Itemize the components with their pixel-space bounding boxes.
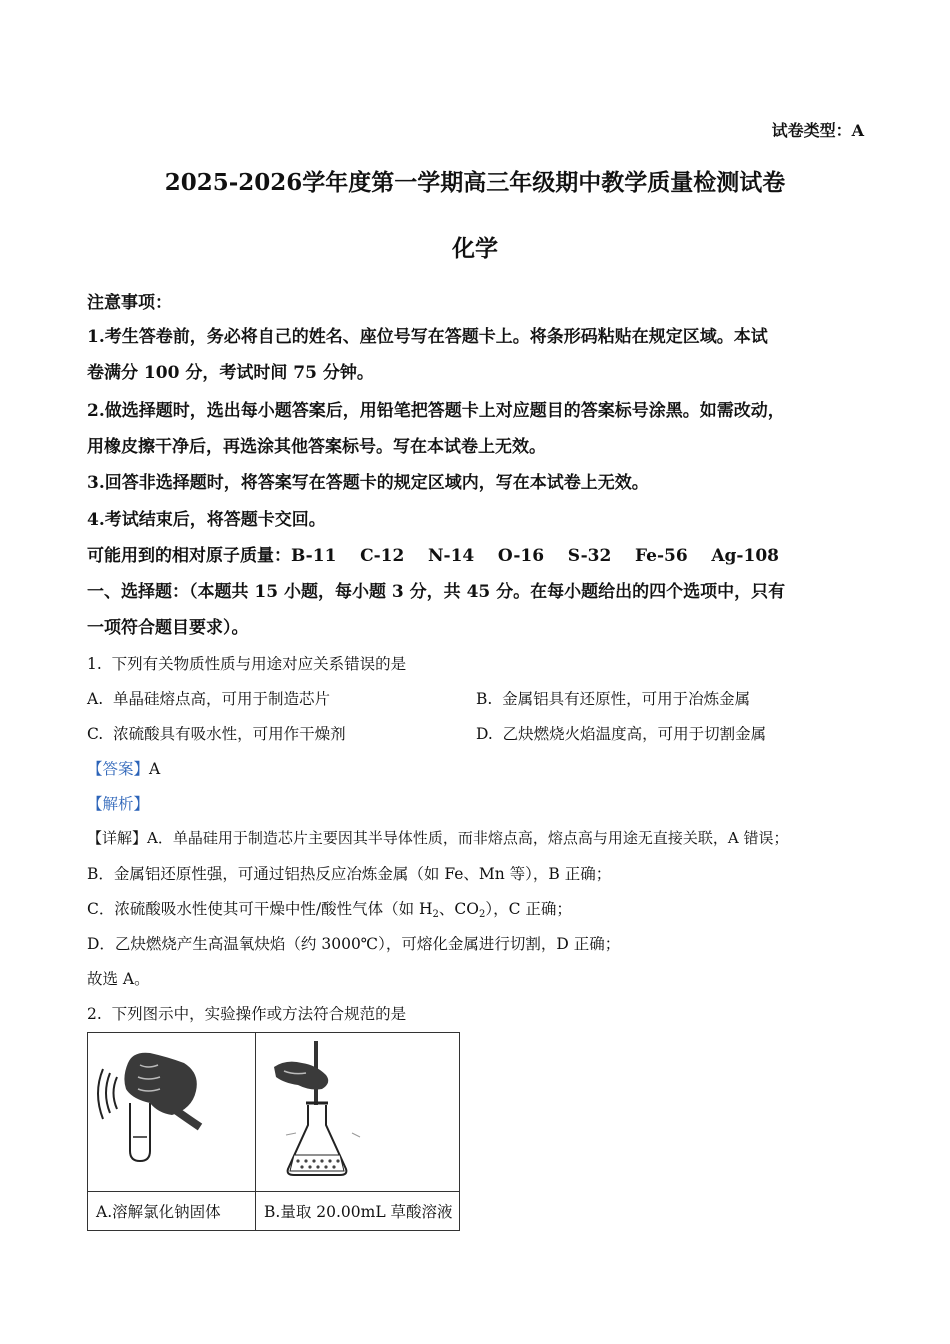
detail-line [87, 897, 572, 920]
detail-line: D．乙炔燃烧产生高温氧炔焰（约 3000℃），可熔化金属进行切割，D 正确； [87, 935, 621, 953]
detail-text: 、CO [438, 900, 479, 918]
figure-cell-b [256, 1033, 460, 1192]
hand-shaking-test-tube-icon [88, 1033, 255, 1187]
notice-line: 卷满分 100 分，考试时间 75 分钟。 [87, 363, 374, 383]
answer-tag: 【答案】 [87, 760, 150, 778]
detail-text: ），C 正确； [485, 900, 572, 918]
subscript: 2 [432, 909, 439, 920]
answer-value: A [149, 760, 161, 778]
paper-type: 试卷类型：A [771, 121, 864, 140]
notice-line: 3.回答非选择题时，将答案写在答题卡的规定区域内，写在本试卷上无效。 [87, 473, 649, 493]
atomic-masses: 可能用到的相对原子质量：B-11 C-12 N-14 O-16 S-32 Fe-56 Ag-108 [87, 546, 779, 566]
analysis-tag: 【解析】 [87, 795, 150, 813]
notice-line: 2.做选择题时，选出每小题答案后，用铅笔把答题卡上对应题目的答案标号涂黑。如需改动， [87, 401, 785, 421]
figure-cell-a [88, 1033, 256, 1192]
detail-text: C．浓硫酸吸水性使其可干燥中性/酸性气体（如 H [87, 900, 433, 918]
option-b: B. 金属铝具有还原性，可用于冶炼金属 [476, 690, 751, 708]
notice-line: 1.考生答卷前，务必将自己的姓名、座位号写在答题卡上。将条形码粘贴在规定区域。本试 [87, 327, 768, 347]
option-d: D. 乙炔燃烧火焰温度高，可用于切割金属 [476, 725, 767, 743]
detail-line: B．金属铝还原性强，可通过铝热反应冶炼金属（如 Fe、Mn 等），B 正确； [87, 865, 612, 883]
subject-title: 化学 [452, 235, 498, 262]
figure-caption-a: A.溶解氯化钠固体 [88, 1192, 256, 1231]
figure-caption-b: B.量取 20.00mL 草酸溶液 [256, 1192, 460, 1231]
answer-line [87, 757, 160, 779]
section-heading: 一项符合题目要求）。 [87, 618, 249, 638]
pipette-flask-icon [256, 1033, 459, 1187]
notice-line: 4.考试结束后，将答题卡交回。 [87, 510, 326, 530]
section-heading: 一、选择题：（本题共 15 小题，每小题 3 分，共 45 分。在每小题给出的四个选项中，只有 [87, 582, 786, 602]
question-stem: 2. 下列图示中，实验操作或方法符合规范的是 [87, 1005, 407, 1023]
figure-table [87, 1032, 460, 1231]
notice-line: 用橡皮擦干净后，再选涂其他答案标号。写在本试卷上无效。 [87, 437, 546, 457]
question-stem: 1. 下列有关物质性质与用途对应关系错误的是 [87, 655, 407, 673]
option-c: C. 浓硫酸具有吸水性，可用作干燥剂 [87, 725, 346, 743]
notice-heading: 注意事项： [87, 293, 172, 313]
detail-line: 【详解】A．单晶硅用于制造芯片主要因其半导体性质，而非熔点高，熔点高与用途无直接关联，A 错误； [87, 829, 789, 847]
page-title: 2025-2026学年度第一学期高三年级期中教学质量检测试卷 [164, 169, 786, 196]
subscript: 2 [478, 909, 486, 920]
option-a: A. 单晶硅熔点高，可用于制造芯片 [87, 690, 330, 708]
conclusion: 故选 A。 [87, 970, 150, 988]
